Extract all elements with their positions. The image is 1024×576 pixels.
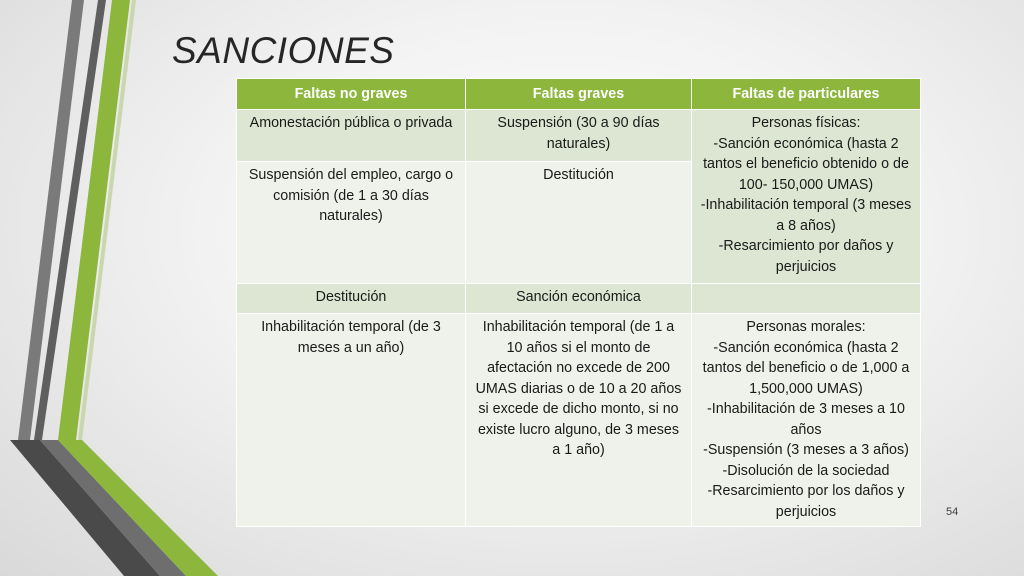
table-cell: Suspensión del empleo, cargo o comisión (de 1 a 30 días naturales) (237, 162, 466, 284)
table-row (237, 314, 921, 527)
table-cell: Suspensión (30 a 90 días naturales) (466, 110, 692, 162)
page-number: 54 (946, 506, 959, 518)
table-header-row (237, 79, 921, 110)
personas-morales-cell (692, 314, 921, 527)
table-cell: Inhabilitación temporal (de 1 a 10 años si el monto de afectación no excede de 200 UMAS diarias o de 10 a 20 años si excede de dicho monto, si no existe lucro alguno, de 3 meses a 1 año) (466, 314, 692, 527)
table-row (237, 110, 921, 162)
table-cell: Destitución (237, 284, 466, 314)
cell-line: -Sanción económica (hasta 2 tantos del beneficio o de 1,000 a 1,500,000 UMAS) (702, 339, 910, 397)
header-faltas-particulares: Faltas de particulares (692, 79, 921, 110)
table-cell: Destitución (466, 162, 692, 284)
cell-line: -Disolución de la sociedad (722, 462, 890, 479)
cell-line: -Suspensión (3 meses a 3 años) (703, 442, 909, 458)
cell-line: -Resarcimiento por daños y perjuicios (718, 238, 894, 275)
personas-fisicas-cell (692, 110, 921, 284)
cell-line: -Resarcimiento por los daños y perjuicios (707, 483, 905, 520)
cell-line: -Sanción económica (hasta 2 tantos el beneficio obtenido o de 100- 150,000 UMAS) (703, 135, 909, 193)
slide-title: SANCIONES (172, 30, 395, 71)
cell-line: Personas físicas: (751, 115, 861, 131)
cell-line: -Inhabilitación temporal (3 meses a 8 años) (700, 197, 912, 234)
table-row (237, 284, 921, 314)
table-cell: Amonestación pública o privada (237, 110, 466, 162)
table-cell: Sanción económica (466, 284, 692, 314)
cell-line: -Inhabilitación de 3 meses a 10 años (707, 401, 905, 438)
table-cell (692, 284, 921, 314)
cell-line: Personas morales: (746, 319, 866, 335)
sanciones-table (236, 78, 921, 527)
table-cell: Inhabilitación temporal (de 3 meses a un año) (237, 314, 466, 527)
header-faltas-no-graves: Faltas no graves (237, 79, 466, 110)
header-faltas-graves: Faltas graves (466, 79, 692, 110)
